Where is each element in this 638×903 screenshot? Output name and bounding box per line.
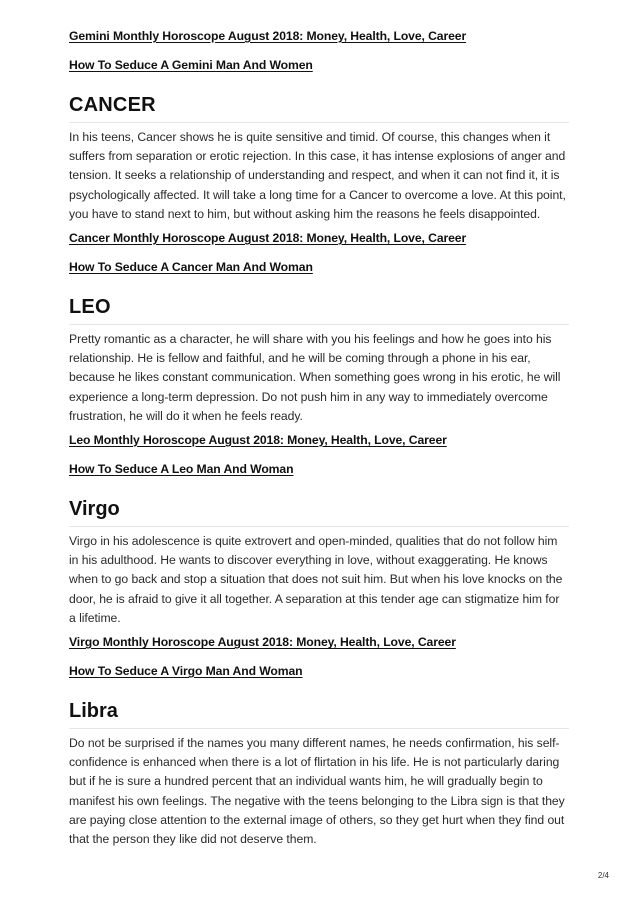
article-body (69, 29, 569, 849)
leo-horoscope-link[interactable]: Leo Monthly Horoscope August 2018: Money, Health, Love, Career (69, 433, 447, 448)
seduce-cancer-link[interactable]: How To Seduce A Cancer Man And Woman (69, 260, 313, 275)
section-text-leo: Pretty romantic as a character, he will share with you his feelings and how he goes into his relationship. He is fellow and faithful, and he will be coming through a phone in his ear, because he likes constant communication. When something goes wrong in his erotic, he will experience a long-term depression. Do not push him in any way to immediately overcome frustration, he will do it when he feels ready. (69, 332, 561, 423)
gemini-horoscope-link[interactable]: Gemini Monthly Horoscope August 2018: Money, Health, Love, Career (69, 29, 467, 43)
seduce-virgo-link[interactable]: How To Seduce A Virgo Man And Woman (69, 664, 303, 679)
section-heading-libra: Libra (69, 699, 569, 729)
page-number: 2/4 (597, 871, 609, 880)
cancer-horoscope-link[interactable]: Cancer Monthly Horoscope August 2018: Money, Health, Love, Career (69, 231, 467, 246)
section-text-libra: Do not be surprised if the names you many different names, he needs confirmation, his self-confidence is enhanced when there is a lot of flirtation in his life. He is not particularly daring but if he is sure a hundred percent that an individual wants him, he will gradually begin to manifest his own feelings. The negative with the teens belonging to the Libra sign is that they are paying close attention to the external image of others, so they get hurt when they find out that the person they like did not deserve them. (69, 736, 565, 847)
seduce-gemini-link[interactable]: How To Seduce A Gemini Man And Women (69, 58, 313, 72)
virgo-horoscope-link[interactable]: Virgo Monthly Horoscope August 2018: Money, Health, Love, Career (69, 635, 456, 650)
seduce-leo-link[interactable]: How To Seduce A Leo Man And Woman (69, 462, 294, 477)
section-text-virgo: Virgo in his adolescence is quite extrovert and open-minded, qualities that do not follow him in his adulthood. He wants to discover everything in love, without exaggerating. He knows when to go back and stop a situation that does not suit him. But when his love knocks on the door, he is afraid to give it all together. A separation at this tender age can stigmatize him for a lifetime. (69, 534, 563, 625)
section-heading-virgo: Virgo (69, 497, 569, 527)
section-text-cancer: In his teens, Cancer shows he is quite sensitive and timid. Of course, this changes when it suffers from separation or erotic rejection. In this case, it has intense explosions of anger and tension. It seeks a relationship of understanding and respect, and when it can not find it, it is psychologically affected. It will take a long time for a Cancer to overcome a love. At this point, you have to stand next to him, but without asking him the reasons he feels disappointed. (69, 130, 566, 221)
section-heading-cancer: CANCER (69, 93, 569, 123)
section-heading-leo: LEO (69, 295, 569, 325)
